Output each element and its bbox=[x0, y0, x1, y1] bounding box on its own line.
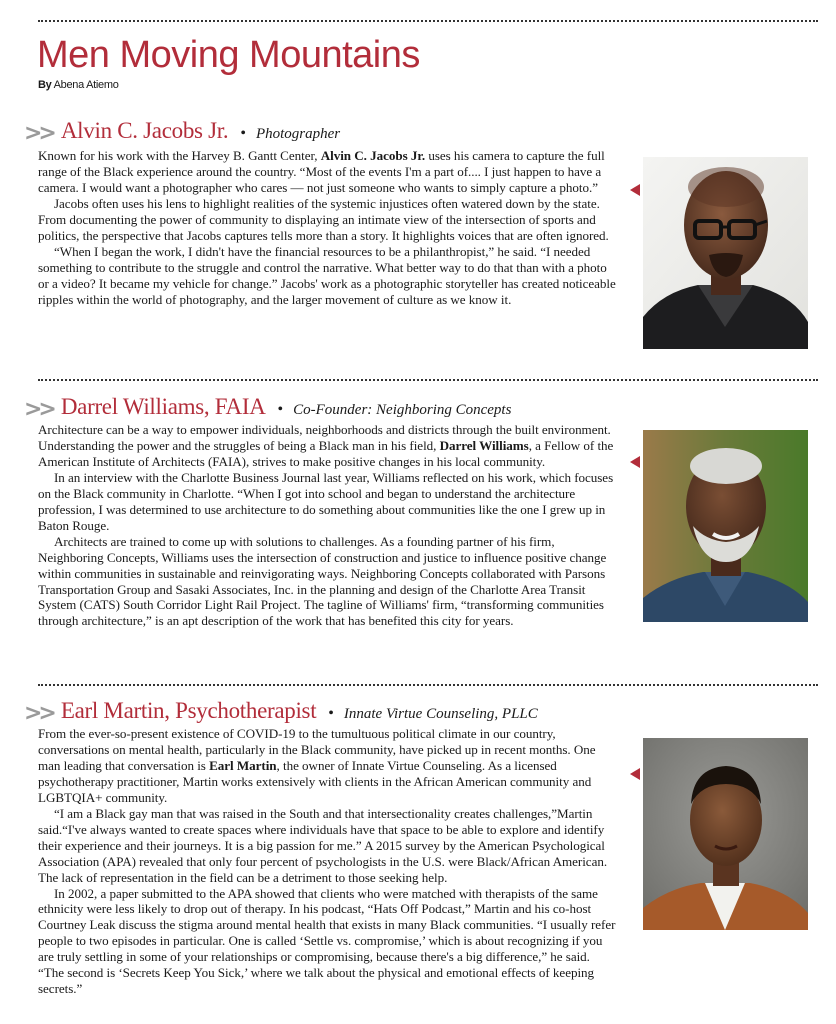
double-chevron-icon: >> bbox=[24, 121, 53, 146]
double-chevron-icon: >> bbox=[24, 701, 53, 726]
portrait-photo-jacobs bbox=[643, 157, 808, 349]
profile-name: Alvin C. Jacobs Jr. bbox=[60, 118, 229, 143]
paragraph: “When I began the work, I didn't have the financial resources to be a philanthropist,” he said. “I needed something to contribute to the struggle and control the narrative. What better way to do that than with a photo or a video? It became my vehicle for change.” Jacobs' work as a photographic storyteller has created noticeable ripples within the world of photography, and the larger movement of culture as we know it. bbox=[38, 243, 616, 307]
profile-name: Earl Martin, Psychotherapist bbox=[60, 698, 317, 723]
profile-heading-williams bbox=[24, 394, 511, 420]
paragraph: Jacobs often uses his lens to highlight realities of the systemic injustices often watered down by the state. From documenting the power of community to displaying an intimate view of the intersection of sports and politics, the perspective that Jacobs captures tells more than a story. It highlights voices that are often ignored. bbox=[38, 195, 609, 243]
paragraph: In an interview with the Charlotte Business Journal last year, Williams reflected on his work, which focuses on the Black community in Charlotte. “When I got into school and began to understand the architecture profession, I was determined to use architecture to do something about communities like the one I grew up in Baton Rouge. bbox=[38, 469, 614, 533]
paragraph: Architects are trained to come up with solutions to challenges. As a founding partner of his firm, Neighboring Concepts, Williams uses the intersection of construction and justice to influence positive change within communities in sustainable and reinvigorating ways. Neighboring Concepts collaborated with Parsons Transportation Group and Sasaki Associates, Inc. in the planning and design of the Charlotte Area Transit System (CATS) South Corridor Light Rail Project. The tagline of Williams' firm, “transforming communities through architecture,” is an apt description of the work that has benefited this city for years. bbox=[38, 533, 607, 629]
paragraph: In 2002, a paper submitted to the APA showed that clients who were matched with therapists of the same ethnicity were less likely to drop out of therapy. In his podcast, “Hats Off Podcast,” Martin and his co-host Courtney Leak discuss the stigma around mental health that exists in many Black communities. “I usually refer people to two episodes in particular. One is called ‘Settle vs. compromise,’ which is about recognizing if you are truly settling in some of your relationships or compromising, because there's a big difference,” he said. “The second is ‘Secrets Keep You Sick,’ where we talk about the physical and emotional effects of keeping secrets.” bbox=[38, 885, 616, 997]
double-chevron-icon: >> bbox=[24, 397, 53, 422]
paragraph: Known for his work with the Harvey B. Gantt Center, Alvin C. Jacobs Jr. uses his camera to capture the full range of the Black experience around the country. “Most of the events I'm a part of.... I just happen to have a camera. I would want a photographer who cares — not just someone who wants to simply capture a photo.” bbox=[38, 148, 605, 195]
paragraph: Architecture can be a way to empower individuals, neighborhoods and districts through the built environment. Understanding the power and the struggles of being a Black man in his field, Darrel Williams, a Fellow of the American Institute of Architects (FAIA), strives to make positive changes in his local community. bbox=[38, 422, 614, 469]
section-divider bbox=[38, 684, 818, 686]
profile-name: Darrel Williams, FAIA bbox=[60, 394, 266, 419]
top-divider bbox=[38, 20, 818, 22]
byline-prefix: By bbox=[38, 79, 52, 91]
portrait-photo-williams bbox=[643, 430, 808, 622]
bullet-separator: • bbox=[277, 401, 284, 418]
portrait-photo-martin bbox=[643, 738, 808, 930]
page-title: Men Moving Mountains bbox=[37, 34, 420, 76]
profile-role: Photographer bbox=[255, 126, 341, 142]
section-divider bbox=[38, 379, 818, 381]
bullet-separator: • bbox=[240, 125, 246, 142]
paragraph: From the ever-so-present existence of COVID-19 to the tumultuous political climate in our country, conversations on mental health, particularly in the Black community, have picked up in recent months. One man leading that conversation is Earl Martin, the owner of Innate Virtue Counseling. As a licensed psychotherapy practitioner, Martin works extensively with clients in the African American community and LGBTQIA+ community. bbox=[38, 726, 596, 805]
pointer-triangle-icon bbox=[630, 184, 640, 196]
profile-body-martin bbox=[38, 726, 618, 997]
byline bbox=[38, 79, 119, 91]
paragraph: “I am a Black gay man that was raised in the South and that intersectionality creates challenges,”Martin said.“I've always wanted to create spaces where individuals have that space to be able to explore and identify their experience and their journeys. It is a big passion for me.” A 2015 survey by the American Psychological Association (APA) revealed that only four percent of psychologists in the U.S. were Black/African American. The lack of representation in the field can be a detriment to those seeking help. bbox=[38, 805, 608, 885]
profile-role: Innate Virtue Counseling, PLLC bbox=[343, 706, 538, 722]
profile-heading-martin bbox=[24, 698, 538, 724]
profile-body-williams bbox=[38, 422, 618, 629]
profile-role: Co-Founder: Neighboring Concepts bbox=[293, 402, 512, 418]
profile-heading-jacobs bbox=[24, 118, 340, 144]
profile-body-jacobs bbox=[38, 148, 618, 308]
bullet-separator: • bbox=[328, 705, 334, 722]
pointer-triangle-icon bbox=[630, 456, 640, 468]
pointer-triangle-icon bbox=[630, 768, 640, 780]
byline-author: Abena Atiemo bbox=[53, 79, 119, 91]
